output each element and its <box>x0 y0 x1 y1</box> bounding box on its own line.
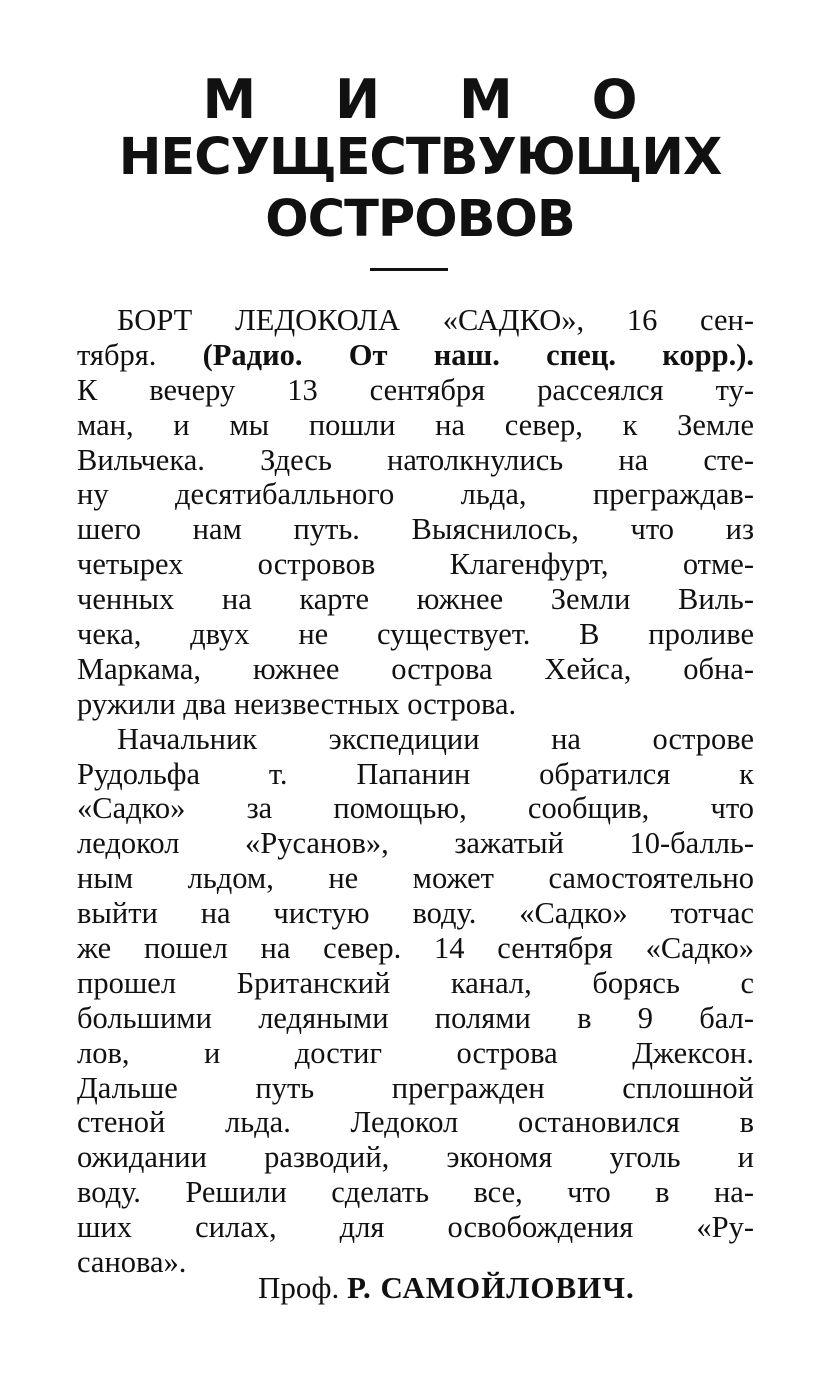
headline-line-3: ОСТРОВОВ <box>265 190 575 249</box>
article-body <box>77 303 754 1280</box>
headline-line-1: М И М О <box>202 68 668 131</box>
source-credit: (Радио. От наш. спец. корр.). <box>202 337 754 372</box>
text-line: БОРТ ЛЕДОКОЛА «САДКО», 16 сен- <box>117 303 754 337</box>
text-line: Начальник экспедиции на острове <box>117 721 754 756</box>
text-line: ченных на карте южнее Земли Виль- <box>77 582 754 617</box>
text-line: «Садко» за помощью, сообщив, что <box>77 791 754 826</box>
text-line: Рудольфа т. Папанин обратился к <box>77 756 754 791</box>
text-line: санова». <box>77 1245 187 1280</box>
text-line: ружили два неизвестных острова. <box>77 686 517 721</box>
dateline-end: тября. <box>77 337 157 372</box>
paragraph-1 <box>77 303 754 722</box>
text-line: ну десятибалльного льда, преграждав- <box>77 477 754 512</box>
text-line: стеной льда. Ледокол остановился в <box>77 1105 754 1140</box>
text-line: К вечеру 13 сентября рассеялся ту- <box>77 372 754 407</box>
text-line: Дальше путь прегражден сплошной <box>77 1070 754 1105</box>
paragraph-2 <box>77 722 754 1280</box>
text-line: четырех островов Клагенфурт, отме- <box>77 547 754 582</box>
text-line: Вильчека. Здесь натолкнулись на сте- <box>77 442 754 477</box>
text-line: прошел Британский канал, борясь с <box>77 965 754 1000</box>
text-line: же пошел на север. 14 сентября «Садко» <box>77 931 754 966</box>
text-line: выйти на чистую воду. «Садко» тотчас <box>77 896 754 931</box>
text-line: воду. Решили сделать все, что в на- <box>77 1175 754 1210</box>
text-line: ледокол «Русанов», зажатый 10-балль- <box>77 826 754 861</box>
text-line: ших силах, для освобождения «Ру- <box>77 1210 754 1245</box>
headline-divider <box>370 268 448 271</box>
author-signature <box>258 1270 635 1306</box>
text-line: ным льдом, не может самостоятельно <box>77 861 754 896</box>
author-name: Р. САМОЙЛОВИЧ. <box>346 1270 635 1305</box>
text-line: ожидании разводий, экономя уголь и <box>77 1140 754 1175</box>
text-line <box>77 338 754 373</box>
text-line: большими ледяными полями в 9 бал- <box>77 1000 754 1035</box>
text-line: чека, двух не существует. В проливе <box>77 617 754 652</box>
headline-line-2: НЕСУЩЕСТВУЮЩИХ <box>118 128 722 187</box>
text-line: ман, и мы пошли на север, к Земле <box>77 407 754 442</box>
text-line: лов, и достиг острова Джексон. <box>77 1035 754 1070</box>
author-title: Проф. <box>258 1270 340 1305</box>
text-line: Маркама, южнее острова Хейса, обна- <box>77 651 754 686</box>
text-line: шего нам путь. Выяснилось, что из <box>77 512 754 547</box>
